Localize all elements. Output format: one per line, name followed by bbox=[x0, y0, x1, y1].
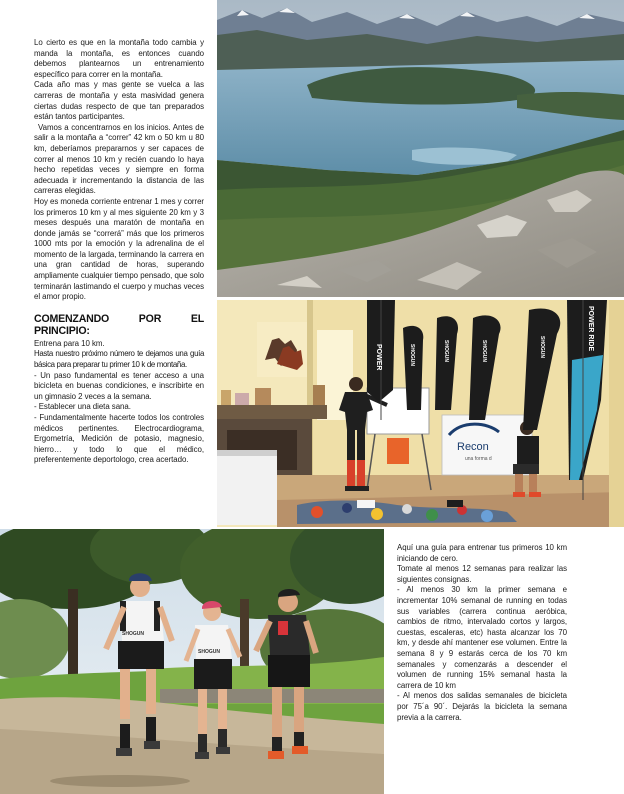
banner-text-1: POWER bbox=[375, 344, 382, 371]
section-paragraph-1: Entrena para 10 km. bbox=[34, 338, 105, 348]
workshop-photo bbox=[217, 300, 624, 527]
banner-text-2: SHOGUN bbox=[409, 344, 415, 366]
runner-1-jersey-text: SHOGUN bbox=[122, 631, 144, 637]
section-paragraph-3: - Un paso fundamental es tener acceso a una bicicleta en buenas condiciones, e inscribirte en un gimnasio 2 veces a la semana. bbox=[34, 370, 204, 401]
intro-paragraph-1: Lo cierto es que en la montaña todo cambia y manda la montaña, es entonces cuando debemos plantearnos un entrenamiento específico para correr en la montaña. bbox=[34, 38, 204, 79]
banner-text-6: POWER RIDE bbox=[587, 306, 594, 352]
mountain-lake-photo bbox=[217, 0, 624, 297]
intro-paragraph-3: Vamos a concentrarnos en los inicios. Antes de salir a la montaña a “correr” 42 km o 50 km u 80 km, deberíamos prepararnos y ser capaces de correr al menos 10 km y recién cuando lo haya hecho repetidas veces y siempre en forma adecuada ir incrementando la distancia de las carreras elegidas. bbox=[34, 122, 204, 196]
banner-text-5: SHOGUN bbox=[539, 336, 545, 358]
guide-paragraph-2: Tomate al menos 12 semanas para realizar las siguientes consignas. bbox=[397, 564, 567, 584]
article-column-left bbox=[34, 38, 204, 466]
guide-paragraph-3: - Al menos 30 km la primer semana e incrementar 10% semanal de running en todas sus variables (carrera continua aeróbica, cambios de ritmo, intervalado cortos y largos, cuestas, escaleras, etc) hasta alcanzar los 70 km, y desde ahí mantener ese volumen. Entre la semana 8 y 9 estarás cerca de los 70 km semanales y comenzarás a descender el volumen de running 15% semanal hasta la carrera de 10 km bbox=[397, 585, 567, 690]
banner-text-4: SHOGUN bbox=[481, 340, 487, 362]
banner-text-3: SHOGUN bbox=[443, 340, 449, 362]
intro-paragraph-2: Cada año mas y mas gente se vuelca a las carreras de montaña y esta masividad genera ciertas dudas respecto de que tan preparados están tantos participantes. bbox=[34, 80, 204, 122]
guide-paragraph-1: Aquí una guía para entrenar tus primeros 10 km iniciando de cero. bbox=[397, 543, 567, 563]
recon-logo-tagline: una forma d bbox=[465, 456, 492, 462]
section-paragraph-2: Hasta nuestro próximo número te dejamos una guía básica para preparar tu primer 10 k de montaña. bbox=[34, 349, 204, 370]
intro-paragraph-4: Hoy es moneda corriente entrenar 1 mes y correr los primeros 10 km y al mes siguiente 20 km y 3 meses después una maratón de montaña en donde jamás se “correrá” más que los primeros 1000 mts por la emoción y la adrenalina de el momento de la largada, terminando la carrera en una gran cantidad de horas, superando ampliamente cualquier tiempo pensado, que solo terminarán lastimando el cuerpo y muchas veces el amor propio. bbox=[34, 196, 205, 302]
guide-paragraph-4: - Al menos dos salidas semanales de bicicleta por 75´a 90´. Dejarás la bicicleta la semana previa a la carrera. bbox=[397, 691, 567, 722]
section-paragraph-4: - Establecer una dieta sana. bbox=[34, 402, 131, 412]
runner-2-jersey-text: SHOGUN bbox=[198, 649, 220, 655]
recon-logo-text: Recon bbox=[457, 441, 489, 453]
section-paragraph-5: - Fundamentalmente hacerte todos los controles médicos pertinentes. Electrocardiograma, Ergometría, Medición de potasio, magnesio, hierro… y todo lo que el médico, preferentemente deportologo, crea acertado. bbox=[34, 413, 204, 465]
trail-runners-photo bbox=[0, 529, 384, 794]
article-column-right bbox=[397, 543, 567, 723]
section-heading: COMENZANDO POR EL PRINCIPIO: bbox=[34, 312, 204, 337]
